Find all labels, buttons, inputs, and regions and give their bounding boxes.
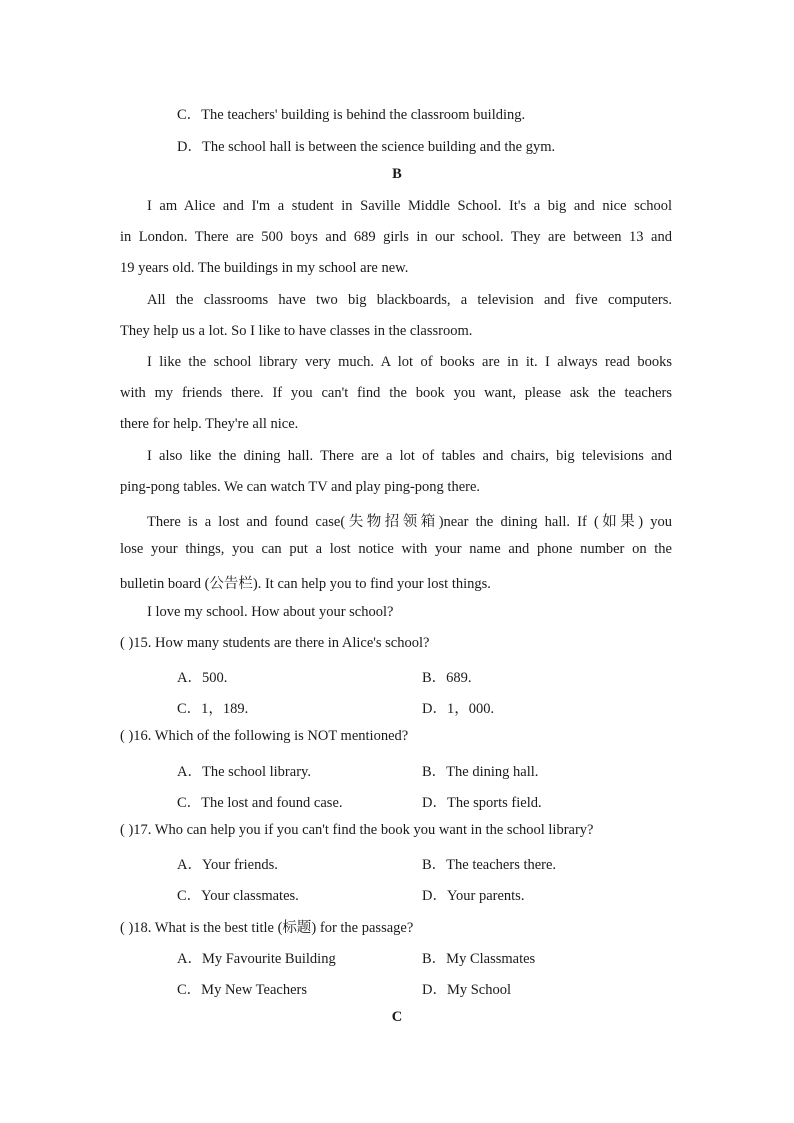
question-17-option-a[interactable]: A．Your friends. <box>177 857 278 873</box>
question-17-stem: ( )17. Who can help you if you can't find the book you want in the school library? <box>120 822 594 838</box>
passage-line: There is a lost and found case(失物招领箱)near the dining hall. If (如果) you <box>147 514 672 530</box>
question-15-option-a[interactable]: A．500. <box>177 670 228 686</box>
passage-line: 19 years old. The buildings in my school are new. <box>120 260 409 276</box>
question-15-stem: ( )15. How many students are there in Alice's school? <box>120 635 430 651</box>
passage-line: They help us a lot. So I like to have classes in the classroom. <box>120 323 473 339</box>
passage-line: with my friends there. If you can't find the book you want, please ask the teachers <box>120 385 672 401</box>
passage-line: I love my school. How about your school? <box>147 604 394 620</box>
question-15-option-b[interactable]: B．689. <box>422 670 472 686</box>
section-b-heading: B <box>392 166 402 182</box>
prev-option-d: D．The school hall is between the science building and the gym. <box>177 139 556 155</box>
question-15-option-c[interactable]: C．1，189. <box>177 701 249 717</box>
question-17-option-b[interactable]: B．The teachers there. <box>422 857 557 873</box>
question-15-option-d[interactable]: D．1，000. <box>422 701 495 717</box>
question-18-option-c[interactable]: C．My New Teachers <box>177 982 307 998</box>
question-18-stem: ( )18. What is the best title (标题) for the passage? <box>120 920 414 936</box>
question-16-stem: ( )16. Which of the following is NOT mentioned? <box>120 728 409 744</box>
question-18-option-b[interactable]: B．My Classmates <box>422 951 536 967</box>
question-16-option-b[interactable]: B．The dining hall. <box>422 764 539 780</box>
passage-line: bulletin board (公告栏). It can help you to find your lost things. <box>120 576 491 592</box>
passage-line: I like the school library very much. A lot of books are in it. I always read books <box>147 354 672 370</box>
question-18-option-d[interactable]: D．My School <box>422 982 512 998</box>
question-16-option-a[interactable]: A．The school library. <box>177 764 311 780</box>
passage-line: I am Alice and I'm a student in Saville Middle School. It's a big and nice school <box>147 198 672 214</box>
passage-line: in London. There are 500 boys and 689 girls in our school. They are between 13 and <box>120 229 672 245</box>
prev-option-c: C．The teachers' building is behind the classroom building. <box>177 107 526 123</box>
question-16-option-d[interactable]: D．The sports field. <box>422 795 542 811</box>
section-c-heading: C <box>391 1009 403 1025</box>
passage-line: lose your things, you can put a lost notice with your name and phone number on the <box>120 541 672 557</box>
question-17-option-c[interactable]: C．Your classmates. <box>177 888 299 904</box>
passage-line: there for help. They're all nice. <box>120 416 299 432</box>
question-17-option-d[interactable]: D．Your parents. <box>422 888 525 904</box>
question-18-option-a[interactable]: A．My Favourite Building <box>177 951 336 967</box>
passage-line: All the classrooms have two big blackboards, a television and five computers. <box>147 292 672 308</box>
question-16-option-c[interactable]: C．The lost and found case. <box>177 795 343 811</box>
passage-line: I also like the dining hall. There are a lot of tables and chairs, big televisions and <box>147 448 672 464</box>
passage-line: ping-pong tables. We can watch TV and play ping-pong there. <box>120 479 481 495</box>
